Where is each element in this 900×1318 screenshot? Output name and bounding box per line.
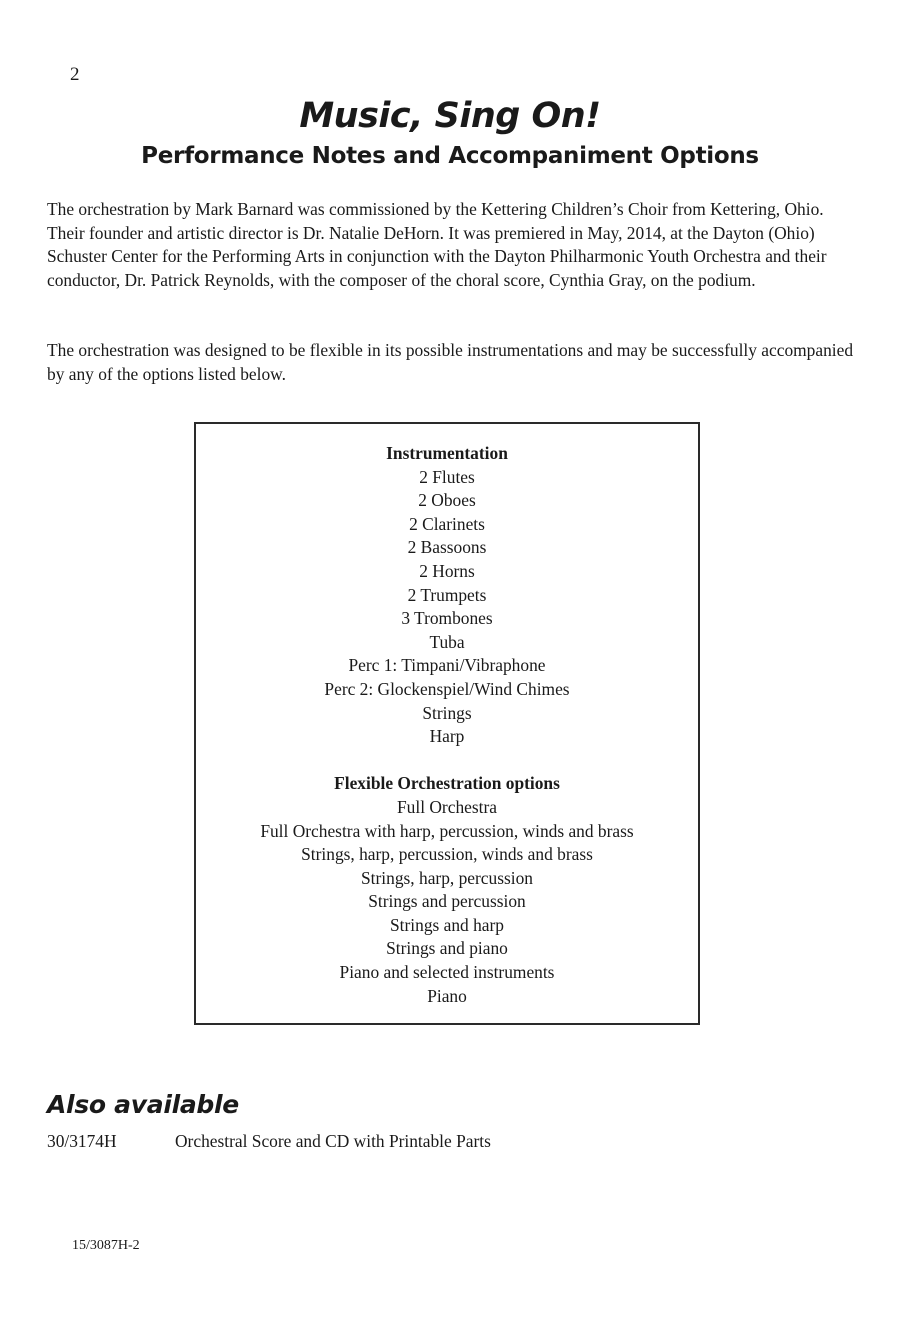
product-code: 30/3174H [47,1131,117,1151]
also-available-row [47,1131,747,1152]
instrumentation-box [194,422,700,1025]
intro-paragraph-commission: The orchestration by Mark Barnard was commissioned by the Kettering Children’s Choir from Kettering, Ohio. Their founder and artistic director is Dr. Natalie DeHorn. It was premiered in May, 2014, at the Dayton (Ohio) Schuster Center for the Performing Arts in conjunction with the Dayton Philharmonic Youth Orchestra and their conductor, Dr. Patrick Reynolds, with the composer of the choral score, Cynthia Gray, on the podium. [47,199,827,290]
instrumentation-item: Perc 2: Glockenspiel/Wind Chimes [324,678,570,699]
flexible-option-item: Full Orchestra with harp, percussion, winds and brass [260,820,634,841]
instrumentation-item: Strings [422,702,472,723]
instrumentation-item: 2 Horns [419,560,475,581]
page-title: Music, Sing On! [299,96,601,136]
also-available-heading: Also available [47,1090,239,1119]
instrumentation-item: Tuba [429,631,465,652]
flexible-options-heading: Flexible Orchestration options [334,773,560,794]
flexible-option-item: Strings and piano [386,938,508,959]
instrumentation-item: 2 Oboes [418,490,476,511]
flexible-option-item: Piano [427,985,467,1006]
flexible-option-item: Piano and selected instruments [339,962,555,983]
flexible-options-list [196,796,698,1008]
section-spacer [196,749,698,773]
flexible-option-item: Strings and percussion [368,891,526,912]
flexible-option-item: Strings, harp, percussion, winds and brass [301,844,593,865]
page-number: 2 [70,64,80,85]
instrumentation-item: 3 Trombones [401,608,493,629]
instrumentation-heading: Instrumentation [386,443,508,463]
flexible-option-item: Full Orchestra [397,796,497,817]
flexible-option-item: Strings, harp, percussion [361,867,533,888]
footer-catalog-code: 15/3087H-2 [72,1238,140,1253]
instrumentation-item: 2 Bassoons [407,537,487,558]
product-description: Orchestral Score and CD with Printable Parts [175,1131,491,1151]
instrumentation-item: Harp [429,726,465,747]
page-subtitle: Performance Notes and Accompaniment Options [141,143,759,169]
instrumentation-item: Perc 1: Timpani/Vibraphone [348,655,546,676]
intro-paragraph-flexibility: The orchestration was designed to be flexible in its possible instrumentations and may be successfully accompanied by any of the options listed below. [47,340,854,384]
instrumentation-list [196,466,698,749]
flexible-option-item: Strings and harp [390,914,504,935]
instrumentation-item: 2 Trumpets [407,584,487,605]
instrumentation-item: 2 Clarinets [409,513,485,534]
instrumentation-item: 2 Flutes [419,466,475,487]
